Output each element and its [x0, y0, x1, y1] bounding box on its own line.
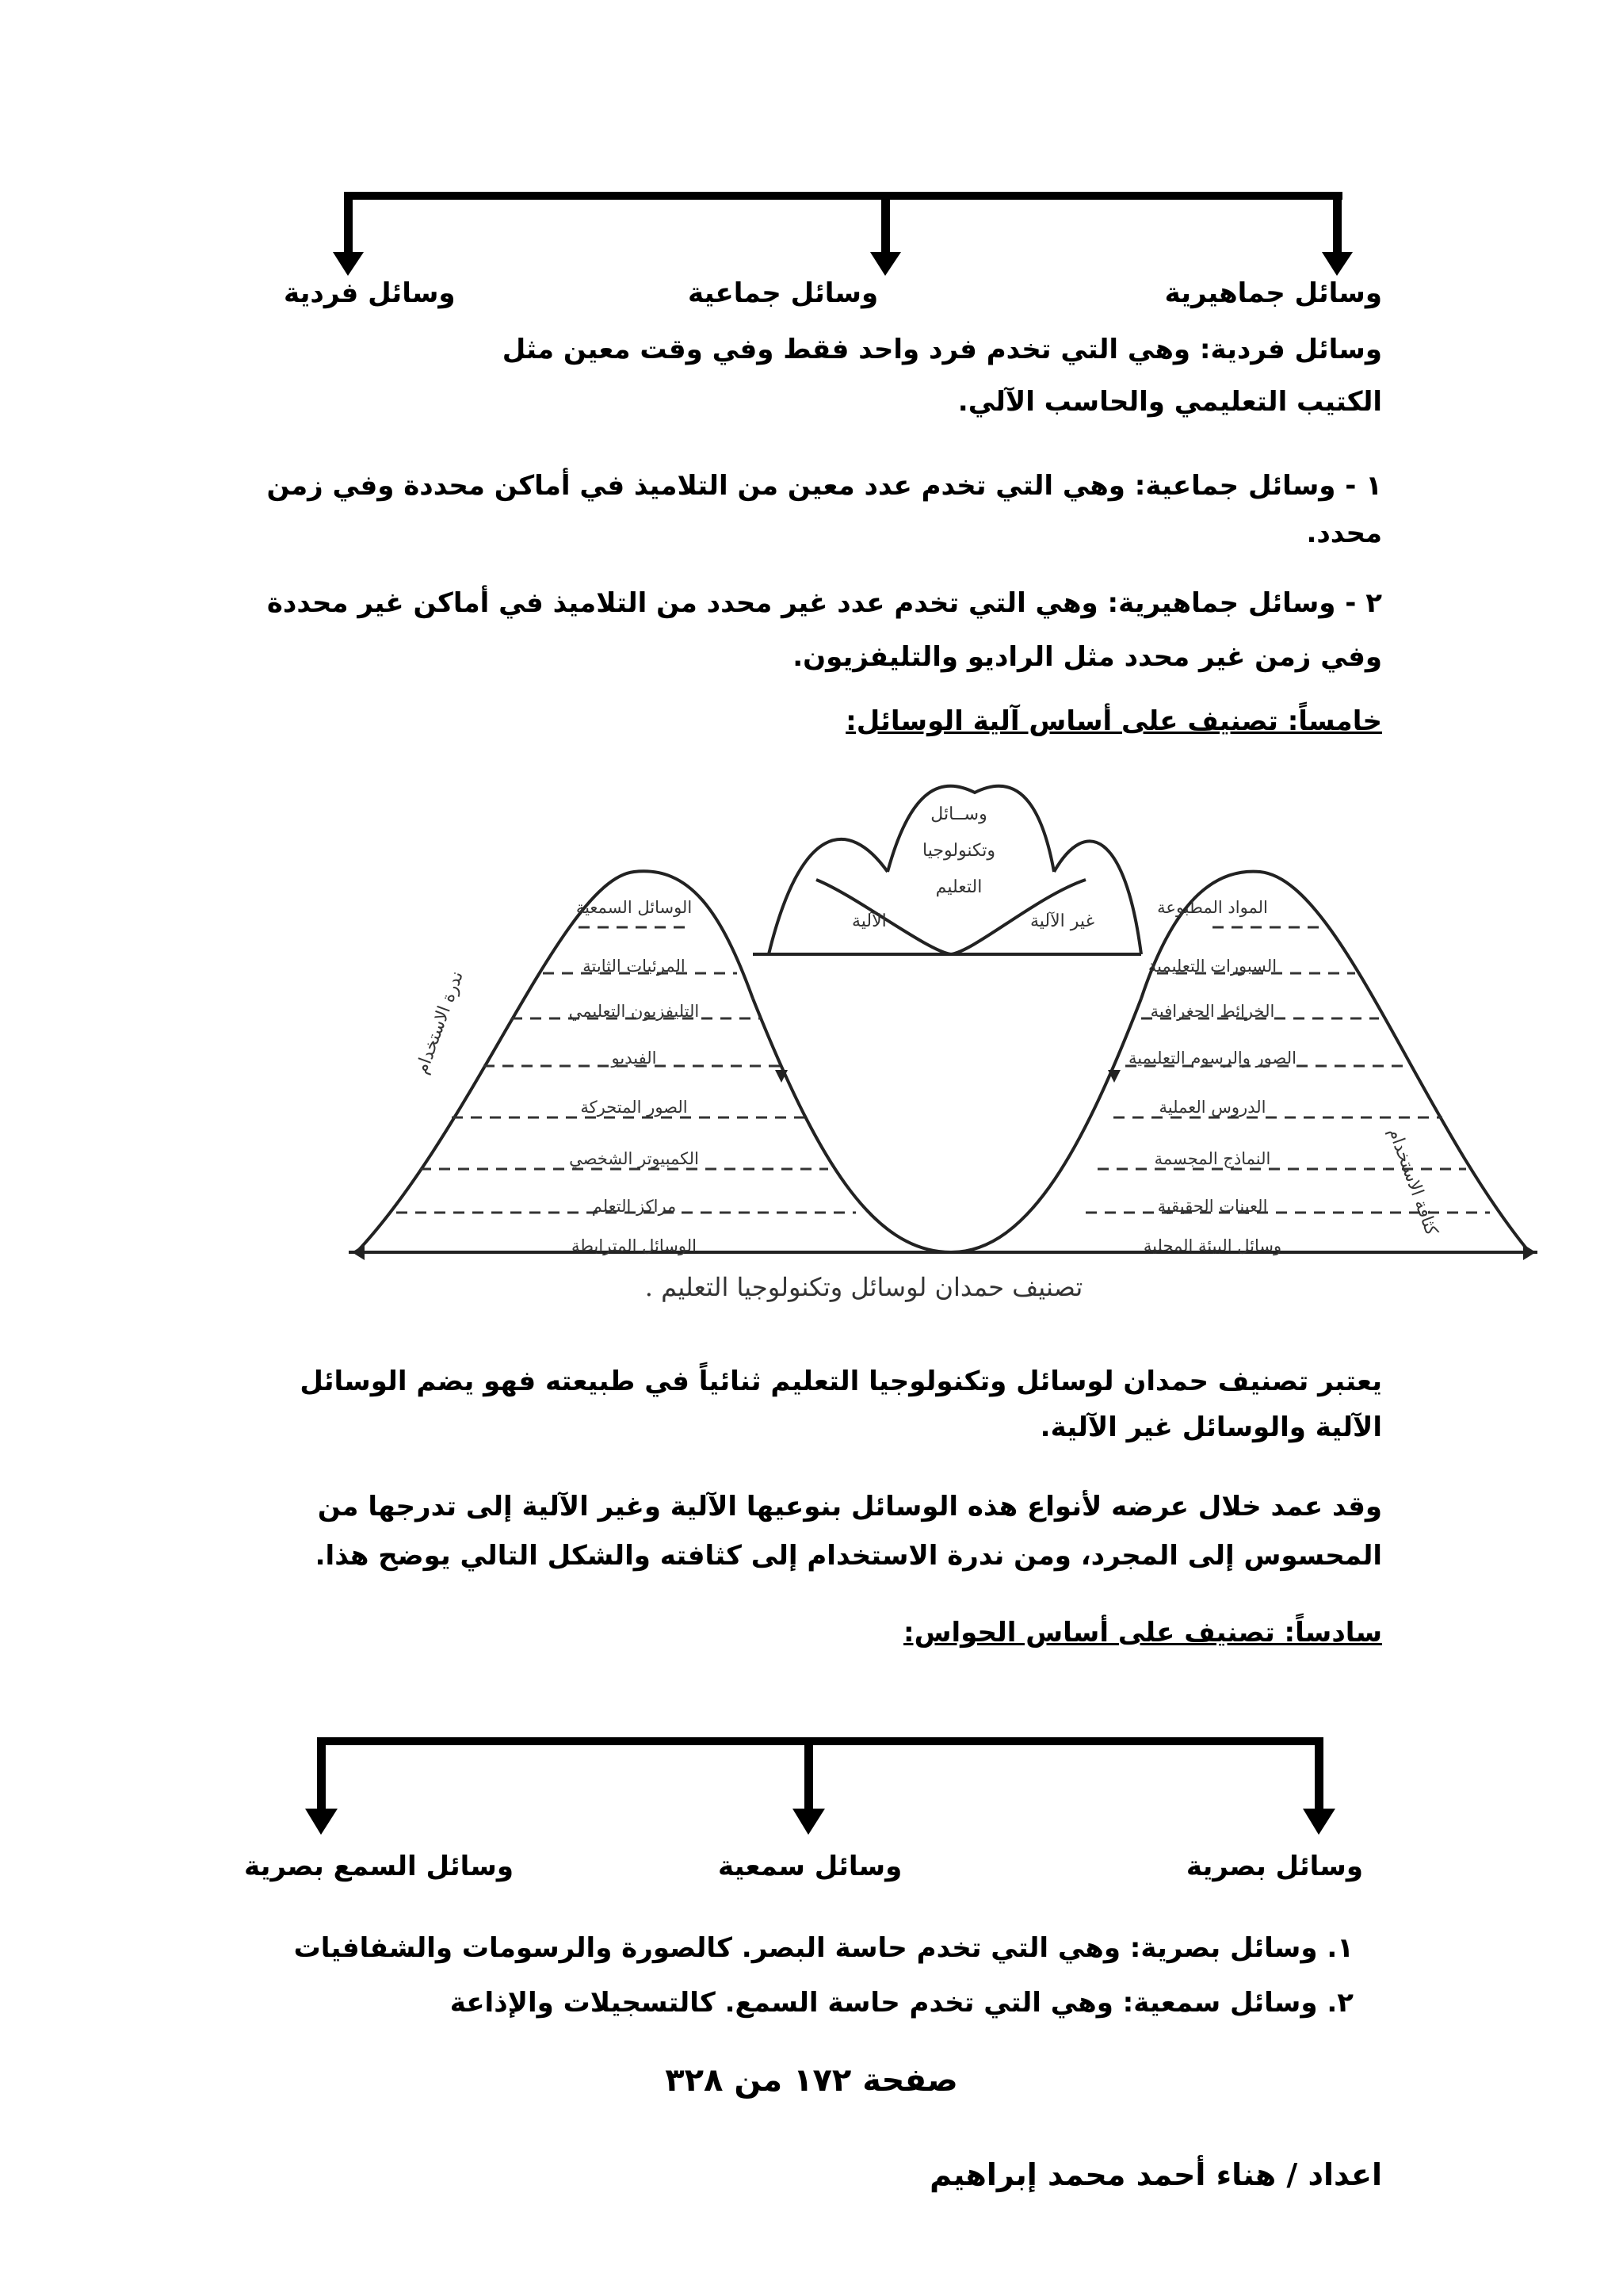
left-item: التليفزيون التعليمي	[568, 1002, 700, 1021]
right-item: الدروس العملية	[1159, 1098, 1266, 1117]
diagram-density-label: كثافة الاستخدام	[1384, 1125, 1442, 1239]
left-item: الفيديو	[611, 1049, 657, 1068]
author: اعداد / هناء أحمد محمد إبراهيم	[930, 2157, 1382, 2192]
mass-media-line1: ٢ - وسائل جماهيرية: وهي التي تخدم عدد غير محدد من التلاميذ في أماكن غير محددة	[266, 587, 1382, 619]
heading-fifth: خامساً: تصنيف على أساس آلية الوسائل:	[846, 705, 1382, 737]
left-item: الكمبيوتر الشخصي	[569, 1149, 699, 1168]
left-item: مراكز التعلم	[591, 1197, 677, 1216]
right-item: العينات الحقيقية	[1157, 1197, 1268, 1216]
heading-sixth: سادساً: تصنيف على أساس الحواس:	[903, 1617, 1382, 1648]
individual-media-line1: وسائل فردية: وهي التي تخدم فرد واحد فقط وفي وقت معين مثل	[502, 334, 1382, 365]
tree2-left-label: وسائل السمع بصرية	[244, 1851, 514, 1882]
tree-diagram-1	[301, 182, 1395, 285]
page-number: صفحة ١٧٢ من ٣٢٨	[665, 2062, 958, 2099]
diagram-caption: تصنيف حمدان لوسائل وتكنولوجيا التعليم .	[644, 1272, 1083, 1302]
diagram-left-items	[523, 872, 745, 1264]
order-line2: المحسوس إلى المجرد، ومن ندرة الاستخدام إلى كثافته والشكل التالي يوضح هذا.	[315, 1540, 1382, 1572]
tree-diagram-2	[293, 1728, 1363, 1839]
individual-media-line2: الكتيب التعليمي والحاسب الآلي.	[957, 386, 1382, 418]
left-item: الوسائل السمعية	[575, 898, 693, 917]
tree2-right-label: وسائل بصرية	[1186, 1851, 1363, 1882]
tree1-middle-label: وسائل جماعية	[688, 277, 879, 309]
tree1-right-label: وسائل جماهيرية	[1164, 277, 1382, 309]
top-hill-line1: وســائل	[930, 804, 987, 824]
mass-media-line2: وفي زمن غير محدد مثل الراديو والتليفزيون.	[792, 641, 1382, 673]
group-media-line2: محدد.	[1306, 518, 1382, 549]
right-item: المواد المطبوعة	[1157, 898, 1268, 917]
order-line1: وقد عمد خلال عرضه لأنواع هذه الوسائل بنوعيها الآلية وغير الآلية إلى تدرجها من	[317, 1491, 1382, 1522]
hamdan-line2: الآلية والوسائل غير الآلية.	[1040, 1412, 1382, 1443]
right-item: الخرائط الجغرافية	[1150, 1002, 1275, 1021]
diagram-top-hill-label	[888, 797, 1030, 906]
right-item: وسائل البيئة المحلية	[1143, 1236, 1282, 1255]
list-visual-media: ١. وسائل بصرية: وهي التي تخدم حاسة البصر. كالصورة والرسومات والشفافيات	[293, 1932, 1354, 1964]
tree1-left-label: وسائل فردية	[284, 277, 456, 309]
top-hill-line2: وتكنولوجيا	[922, 841, 995, 861]
hamdan-line1: يعتبر تصنيف حمدان لوسائل وتكنولوجيا التعليم ثنائياً في طبيعته فهو يضم الوسائل	[300, 1366, 1382, 1397]
diagram-mechanical-label: الآلية	[852, 911, 887, 931]
tree2-middle-label: وسائل سمعية	[718, 1851, 903, 1882]
right-item: النماذج المجسمة	[1154, 1149, 1271, 1168]
top-hill-line3: التعليم	[935, 877, 983, 897]
right-item: السبورات التعليمية	[1148, 957, 1277, 976]
diagram-right-items	[1102, 872, 1323, 1264]
list-audio-media: ٢. وسائل سمعية: وهي التي تخدم حاسة السمع. كالتسجيلات والإذاعة	[449, 1987, 1354, 2019]
diagram-non-mechanical-label: غير الآلية	[1030, 911, 1095, 931]
diagram-rarity-label: ندرة الاستخدام	[412, 968, 468, 1077]
left-item: الوسائل المترابطة	[571, 1236, 697, 1255]
right-item: الصور والرسوم التعليمية	[1128, 1049, 1296, 1068]
group-media-line1: ١ - وسائل جماعية: وهي التي تخدم عدد معين من التلاميذ في أماكن محددة وفي زمن	[266, 470, 1382, 502]
left-item: الصور المتحركة	[580, 1098, 688, 1117]
left-item: المرئيات الثابتة	[582, 957, 685, 976]
